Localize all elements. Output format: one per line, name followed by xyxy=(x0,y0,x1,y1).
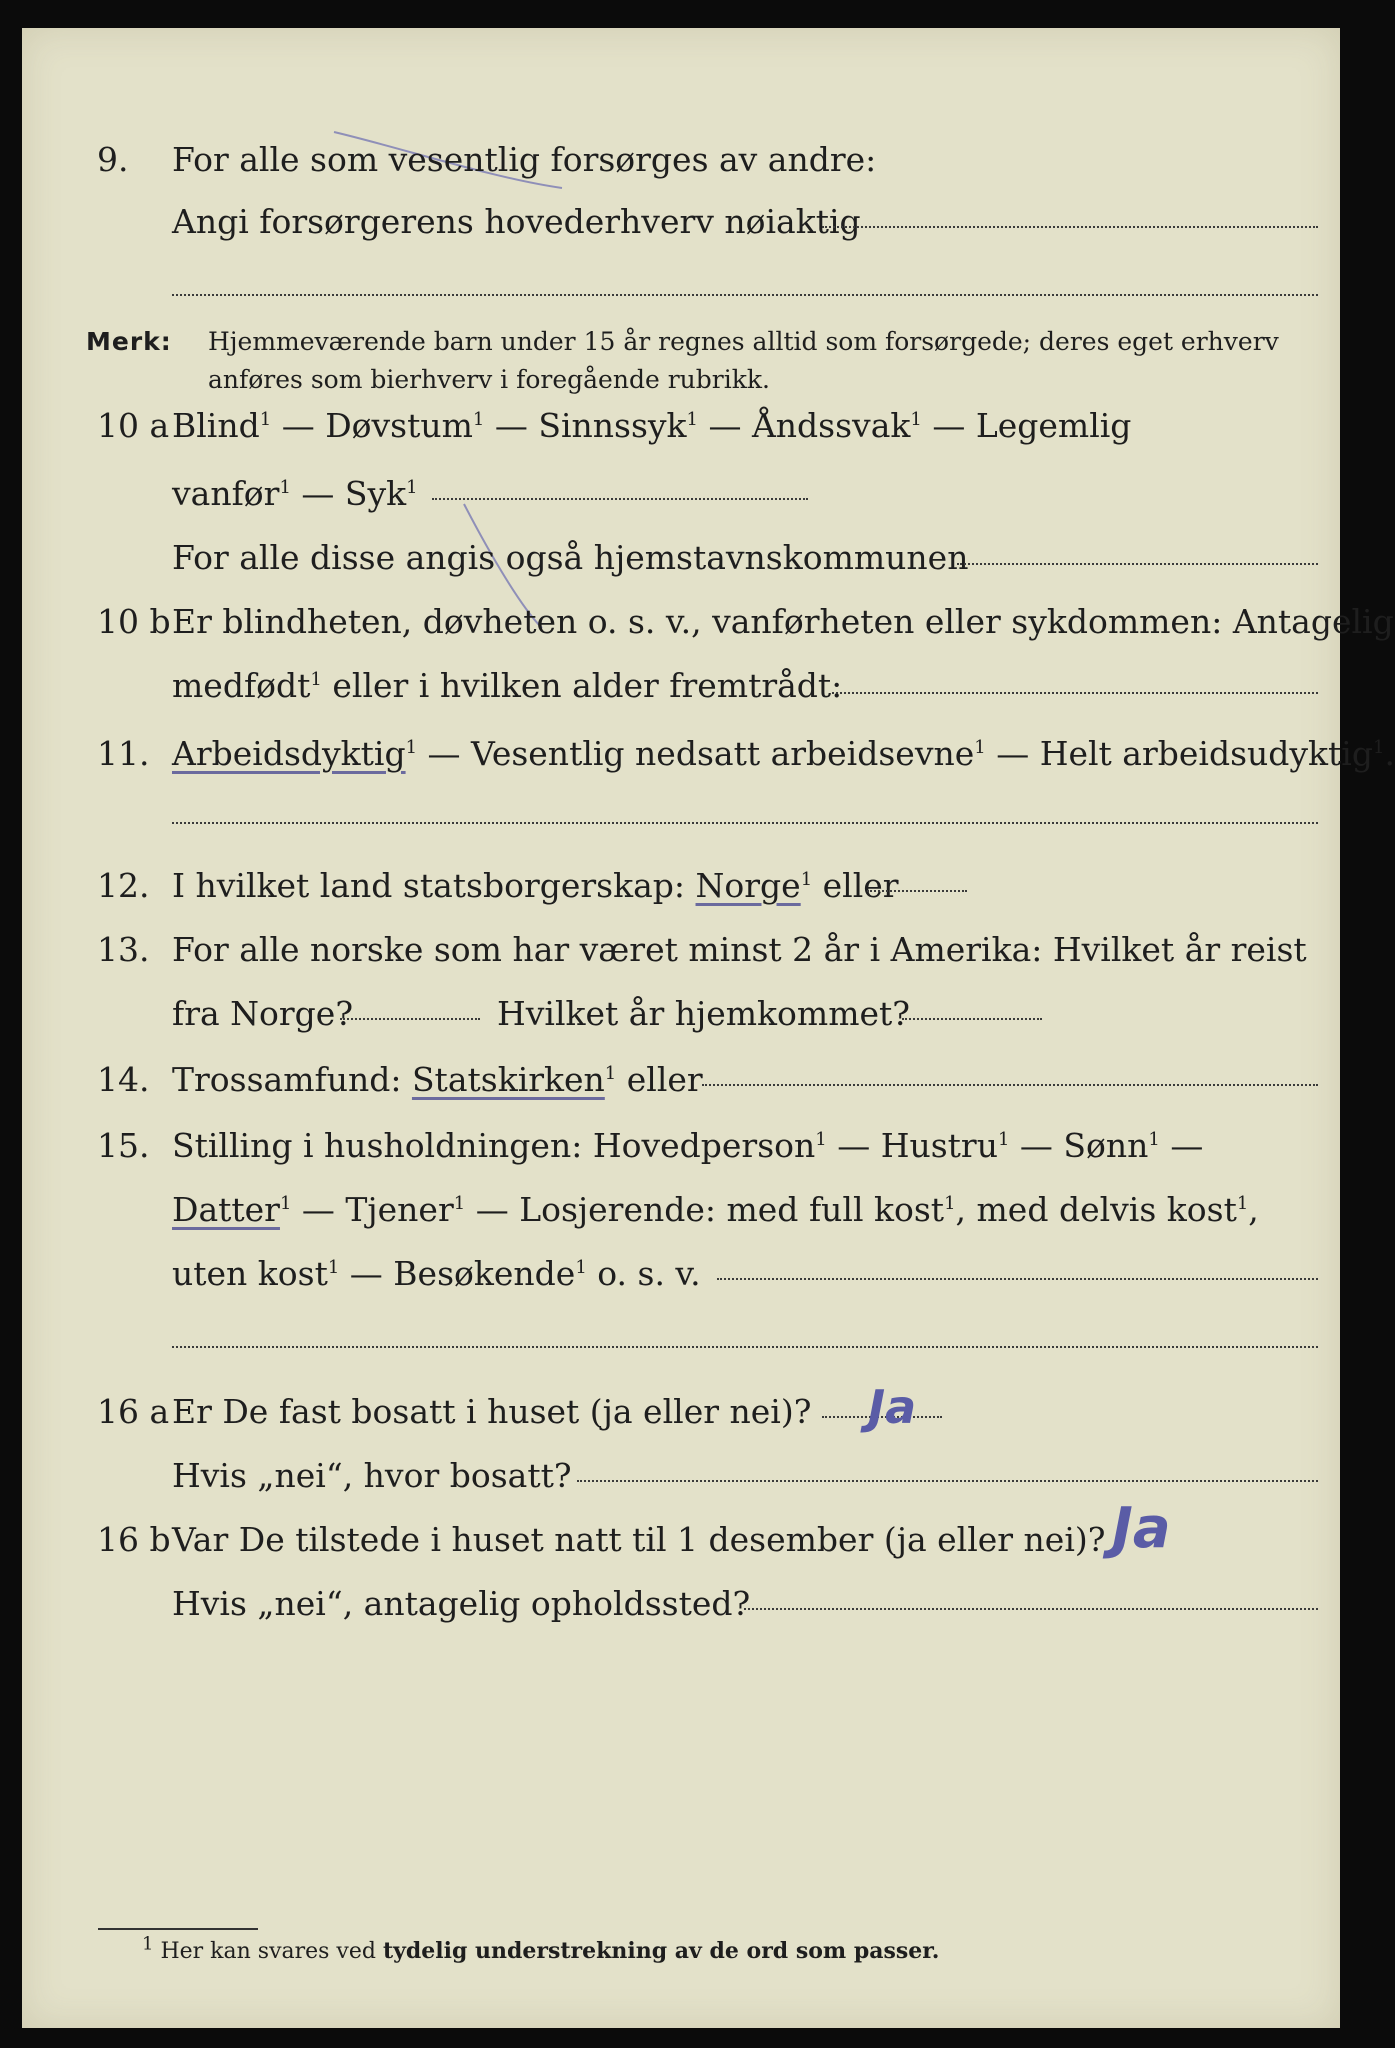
question-text: Angi forsørgerens hovederhverv nøiaktig xyxy=(172,202,861,241)
question-text: Stilling i husholdningen: Hovedperson$^1$ — Hustru$^1$ — Sønn$^1$ — xyxy=(172,1126,1204,1165)
footnote: $^1$ Her kan svares ved tydelig understrekning av de ord som passer. xyxy=(142,1933,940,1964)
question-number: 10 b xyxy=(97,602,171,641)
question-text: Trossamfund: Statskirken$^1$ eller xyxy=(172,1060,703,1099)
question-text: For alle som vesentlig forsørges av andre: xyxy=(172,140,877,179)
question-text: Hvis „nei“, hvor bosatt? xyxy=(172,1456,572,1495)
question-text: Blind$^1$ — Døvstum$^1$ — Sinnssyk$^1$ — Åndssvak$^1$ — Legemlig xyxy=(172,406,1132,445)
answer-line[interactable] xyxy=(744,1608,1318,1610)
answer-line[interactable] xyxy=(902,1018,1042,1020)
question-number: 16 b xyxy=(97,1520,171,1559)
question-text: Arbeidsdyktig$^1$ — Vesentlig nedsatt arbeidsevne$^1$ — Helt arbeidsudyktig$^1$. xyxy=(172,734,1395,773)
answer-line[interactable] xyxy=(172,294,1318,296)
question-number: 12. xyxy=(97,866,150,905)
underlined-answer: Arbeidsdyktig xyxy=(172,734,406,773)
question-number: 10 a xyxy=(97,406,170,445)
handwritten-answer: Ja xyxy=(868,1380,917,1434)
question-text: Datter$^1$ — Tjener$^1$ — Losjerende: med full kost$^1$, med delvis kost$^1$, xyxy=(172,1190,1259,1229)
question-text: Er De fast bosatt i huset (ja eller nei)? xyxy=(172,1392,812,1431)
question-text: uten kost$^1$ — Besøkende$^1$ o. s. v. xyxy=(172,1254,701,1293)
note-label: Merk: xyxy=(86,327,172,356)
note xyxy=(86,324,1279,360)
question-text: Hvilket år hjemkommet? xyxy=(497,994,910,1033)
question-text: I hvilket land statsborgerskap: Norge$^1$ eller xyxy=(172,866,899,905)
question-number: 9. xyxy=(97,140,129,179)
answer-line[interactable] xyxy=(702,1084,1318,1086)
question-text: Er blindheten, døvheten o. s. v., vanførheten eller sykdommen: Antagelig xyxy=(172,602,1394,641)
question-text: Hvis „nei“, antagelig opholdssted? xyxy=(172,1584,751,1623)
answer-line[interactable] xyxy=(717,1278,1318,1280)
answer-line[interactable] xyxy=(340,1018,480,1020)
question-text: For alle norske som har været minst 2 år i Amerika: Hvilket år reist xyxy=(172,930,1307,969)
answer-line[interactable] xyxy=(867,890,967,892)
answer-line[interactable] xyxy=(172,1346,1318,1348)
note-text: Hjemmeværende barn under 15 år regnes alltid som forsørgede; deres eget erhverv xyxy=(208,327,1279,356)
answer-line[interactable] xyxy=(957,563,1318,565)
answer-line[interactable] xyxy=(832,692,1318,694)
question-text: vanfør$^1$ — Syk$^1$ xyxy=(172,474,418,513)
answer-line[interactable] xyxy=(822,226,1318,228)
question-text: Var De tilstede i huset natt til 1 desember (ja eller nei)? xyxy=(172,1520,1106,1559)
handwritten-answer: Ja xyxy=(1112,1496,1171,1561)
answer-line[interactable] xyxy=(172,822,1318,824)
question-number: 11. xyxy=(97,734,150,773)
note-line2 xyxy=(208,362,770,398)
question-number: 15. xyxy=(97,1126,150,1165)
underlined-answer: Statskirken xyxy=(411,1060,605,1099)
question-number: 14. xyxy=(97,1060,150,1099)
footnote-rule xyxy=(98,1928,258,1930)
note-text: anføres som bierhverv i foregående rubrikk. xyxy=(208,365,770,394)
census-form-page xyxy=(22,28,1395,2028)
answer-line[interactable] xyxy=(577,1480,1318,1482)
underlined-answer: Datter xyxy=(172,1190,280,1229)
answer-line[interactable] xyxy=(432,498,808,500)
question-text: medfødt$^1$ eller i hvilken alder fremtrådt: xyxy=(172,666,843,705)
question-number: 13. xyxy=(97,930,150,969)
question-text: For alle disse angis også hjemstavnskommunen xyxy=(172,538,969,577)
underlined-answer: Norge xyxy=(695,866,801,905)
question-number: 16 a xyxy=(97,1392,170,1431)
question-text: fra Norge? xyxy=(172,994,354,1033)
